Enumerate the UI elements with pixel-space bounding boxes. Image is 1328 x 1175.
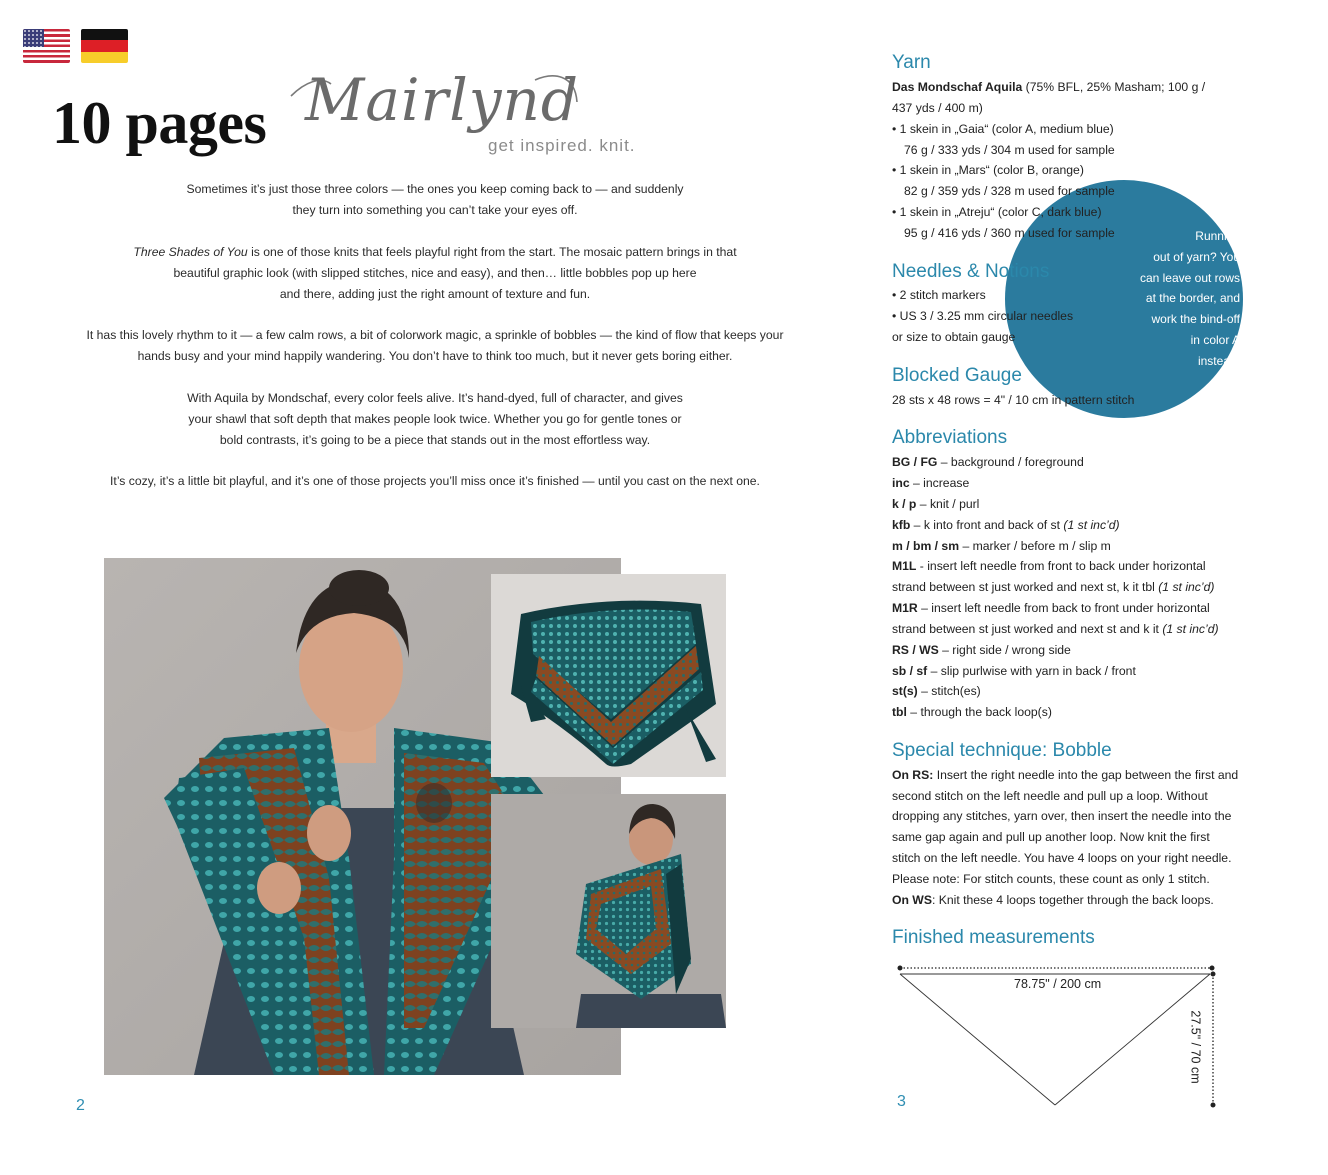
shawl-measurement-diagram bbox=[890, 960, 1230, 1110]
bobble-text: second stitch on the left needle and pull up a loop. Without bbox=[892, 789, 1208, 803]
needles-line: • US 3 / 3.25 mm circular needles bbox=[892, 309, 1074, 323]
yarn-item: • 1 skein in „Gaia“ (color A, medium blue) bbox=[892, 122, 1114, 136]
woman-wearing-shawl-photo bbox=[491, 794, 726, 1028]
bobble-heading: Special technique: Bobble bbox=[892, 740, 1112, 761]
yarn-name-line: Das Mondschaf Aquila (75% BFL, 25% Masham; 100 g / bbox=[892, 80, 1206, 94]
page-number-left: 2 bbox=[76, 1097, 85, 1114]
yarn-item: • 1 skein in „Atreju“ (color C, dark blue) bbox=[892, 205, 1102, 219]
yarn-heading: Yarn bbox=[892, 52, 931, 73]
yarn-item-amount: 95 g / 416 yds / 360 m used for sample bbox=[904, 226, 1115, 240]
abbreviation-row: RS / WS – right side / wrong side bbox=[892, 643, 1071, 657]
abbreviation-row: M1R – insert left needle from back to front under horizontal bbox=[892, 601, 1210, 615]
page-number-right: 3 bbox=[897, 1093, 906, 1110]
abbreviation-row: BG / FG – background / foreground bbox=[892, 455, 1084, 469]
yarn-item-amount: 76 g / 333 yds / 304 m used for sample bbox=[904, 143, 1115, 157]
logo-tagline: get inspired. knit. bbox=[488, 136, 636, 155]
bobble-ws-text: On WS: Knit these 4 loops together through the back loops. bbox=[892, 893, 1214, 907]
yarn-item: • 1 skein in „Mars“ (color B, orange) bbox=[892, 163, 1084, 177]
abbreviation-row: kfb – k into front and back of st (1 st inc’d) bbox=[892, 518, 1120, 532]
needles-heading: Needles & Notions bbox=[892, 261, 1050, 282]
bobble-text: dropping any stitches, yarn over, then insert the needle into the bbox=[892, 809, 1232, 823]
gauge-text: 28 sts x 48 rows = 4" / 10 cm in pattern stitch bbox=[892, 393, 1135, 407]
abbreviation-row: M1L - insert left needle from front to back under horizontal bbox=[892, 559, 1206, 573]
abbreviation-row: tbl – through the back loop(s) bbox=[892, 705, 1052, 719]
abbreviation-row: strand between st just worked and next st, k it tbl (1 st inc’d) bbox=[892, 580, 1215, 594]
yarn-tip-text: Running out of yarn? You can leave out rows at the border, and work the bind-off in color A instead! bbox=[1139, 229, 1240, 368]
abbreviation-row: st(s) – stitch(es) bbox=[892, 684, 981, 698]
abbreviation-row: k / p – knit / purl bbox=[892, 497, 980, 511]
gauge-heading: Blocked Gauge bbox=[892, 365, 1022, 386]
us-flag-icon[interactable] bbox=[23, 29, 70, 63]
abbreviation-row: strand between st just worked and next st and k it (1 st inc’d) bbox=[892, 622, 1219, 636]
depth-measurement-label: 27.5" / 70 cm bbox=[1188, 1010, 1203, 1084]
measurements-heading: Finished measurements bbox=[892, 927, 1095, 948]
abbreviations-heading: Abbreviations bbox=[892, 427, 1008, 448]
intro-text: Sometimes it’s just those three colors — the ones you keep coming back to — and suddenly they turn into something you can’t take your eyes off. Three Shades of You is one of those knits that feels playful right from the start. The mosaic pattern brings in that beautiful graphic look (with slipped stitches, nice and easy), and then… little bobbles pop up here and there, adding just the right amount of texture and fun. It has this lovely rhythm to it — a few calm rows, a bit of colorwork magic, a sprinkle of bobbles — the kind of flow that keeps your hands busy and your mind happily wandering. You don’t have to think too much, but it never gets boring either. With Aquila by Mondschaf, every color feels alive. It’s hand-dyed, full of character, and gives your shawl that soft depth that makes people look twice. Whether you go for gentle tones or bold contrasts, it’s going to be a piece that stands out in the most effortless way. It’s cozy, it’s a little bit playful, and it’s one of those projects you’ll miss once it’s finished — until you cast on the next one. bbox=[86, 182, 784, 488]
yarn-spec-line: 437 yds / 400 m) bbox=[892, 101, 983, 115]
brand-logo bbox=[285, 62, 636, 162]
width-measurement-label: 78.75" / 200 cm bbox=[1014, 977, 1102, 991]
logo-wordmark: Mairlynd bbox=[305, 66, 580, 134]
bobble-text: On RS: Insert the right needle into the gap between the first and bbox=[892, 768, 1239, 782]
page-count-title: 10 pages bbox=[52, 90, 267, 156]
yarn-item-amount: 82 g / 359 yds / 328 m used for sample bbox=[904, 184, 1115, 198]
germany-flag-icon[interactable] bbox=[81, 29, 128, 63]
abbreviation-row: m / bm / sm – marker / before m / slip m bbox=[892, 539, 1111, 553]
bobble-text: Please note: For stitch counts, these count as only 1 stitch. bbox=[892, 872, 1210, 886]
flat-shawl-photo bbox=[491, 574, 726, 777]
needles-line: • 2 stitch markers bbox=[892, 288, 986, 302]
bobble-text: stitch on the left needle. You have 4 loops on your right needle. bbox=[892, 851, 1232, 865]
callout-clip bbox=[1243, 170, 1328, 430]
needles-line: or size to obtain gauge bbox=[892, 330, 1016, 344]
abbreviation-row: sb / sf – slip purlwise with yarn in back / front bbox=[892, 664, 1136, 678]
bobble-text: same gap again and pull up another loop. Now knit the first bbox=[892, 830, 1210, 844]
abbreviation-row: inc – increase bbox=[892, 476, 970, 490]
